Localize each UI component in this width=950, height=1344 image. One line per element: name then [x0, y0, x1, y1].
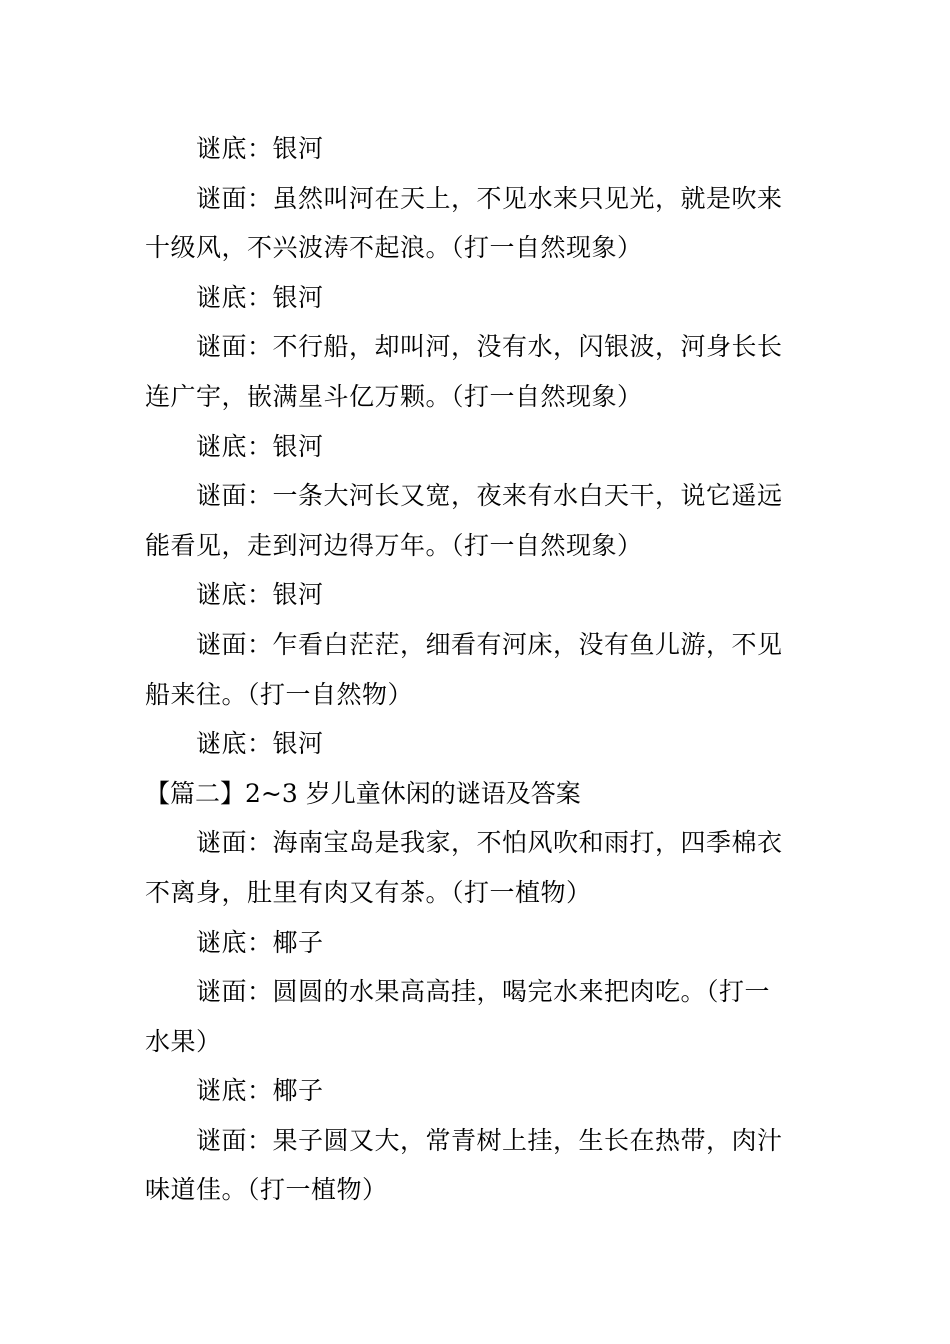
riddle-question: 谜面：虽然叫河在天上，不见水来只见光，就是吹来 — [196, 183, 783, 213]
riddle-answer: 谜底：椰子 — [196, 1076, 324, 1106]
riddle-answer: 谜底：银河 — [196, 729, 324, 759]
riddle-answer: 谜底：银河 — [196, 580, 324, 610]
riddle-question: 谜面：不行船，却叫河，没有水，闪银波，河身长长 — [196, 332, 783, 362]
riddle-question-continuation: 水果） — [145, 1026, 222, 1056]
document-body — [145, 124, 809, 1215]
riddle-question: 谜面：海南宝岛是我家，不怕风吹和雨打，四季棉衣 — [196, 828, 783, 858]
riddle-question: 谜面：乍看白茫茫，细看有河床，没有鱼儿游，不见 — [196, 629, 783, 659]
riddle-answer: 谜底：银河 — [196, 282, 324, 312]
riddle-answer: 谜底：银河 — [196, 134, 324, 163]
riddle-question-continuation: 味道佳。（打一植物） — [145, 1175, 388, 1205]
section-heading: 【篇二】2~3 岁儿童休闲的谜语及答案 — [145, 778, 581, 808]
riddle-question-continuation: 能看见，走到河边得万年。（打一自然现象） — [145, 530, 643, 560]
riddle-question-continuation: 不离身，肚里有肉又有茶。（打一植物） — [145, 877, 592, 907]
riddle-question: 谜面：一条大河长又宽，夜来有水白天干，说它遥远 — [196, 481, 783, 511]
riddle-question-continuation: 十级风，不兴波涛不起浪。（打一自然现象） — [145, 233, 643, 263]
riddle-question-continuation: 船来往。（打一自然物） — [145, 679, 414, 709]
riddle-question: 谜面：果子圆又大，常青树上挂，生长在热带，肉汁 — [196, 1125, 783, 1155]
riddle-question-continuation: 连广宇，嵌满星斗亿万颗。（打一自然现象） — [145, 381, 643, 411]
riddle-answer: 谜底：银河 — [196, 431, 324, 461]
riddle-answer: 谜底：椰子 — [196, 927, 324, 957]
riddle-question: 谜面：圆圆的水果高高挂，喝完水来把肉吃。（打一 — [196, 977, 771, 1007]
